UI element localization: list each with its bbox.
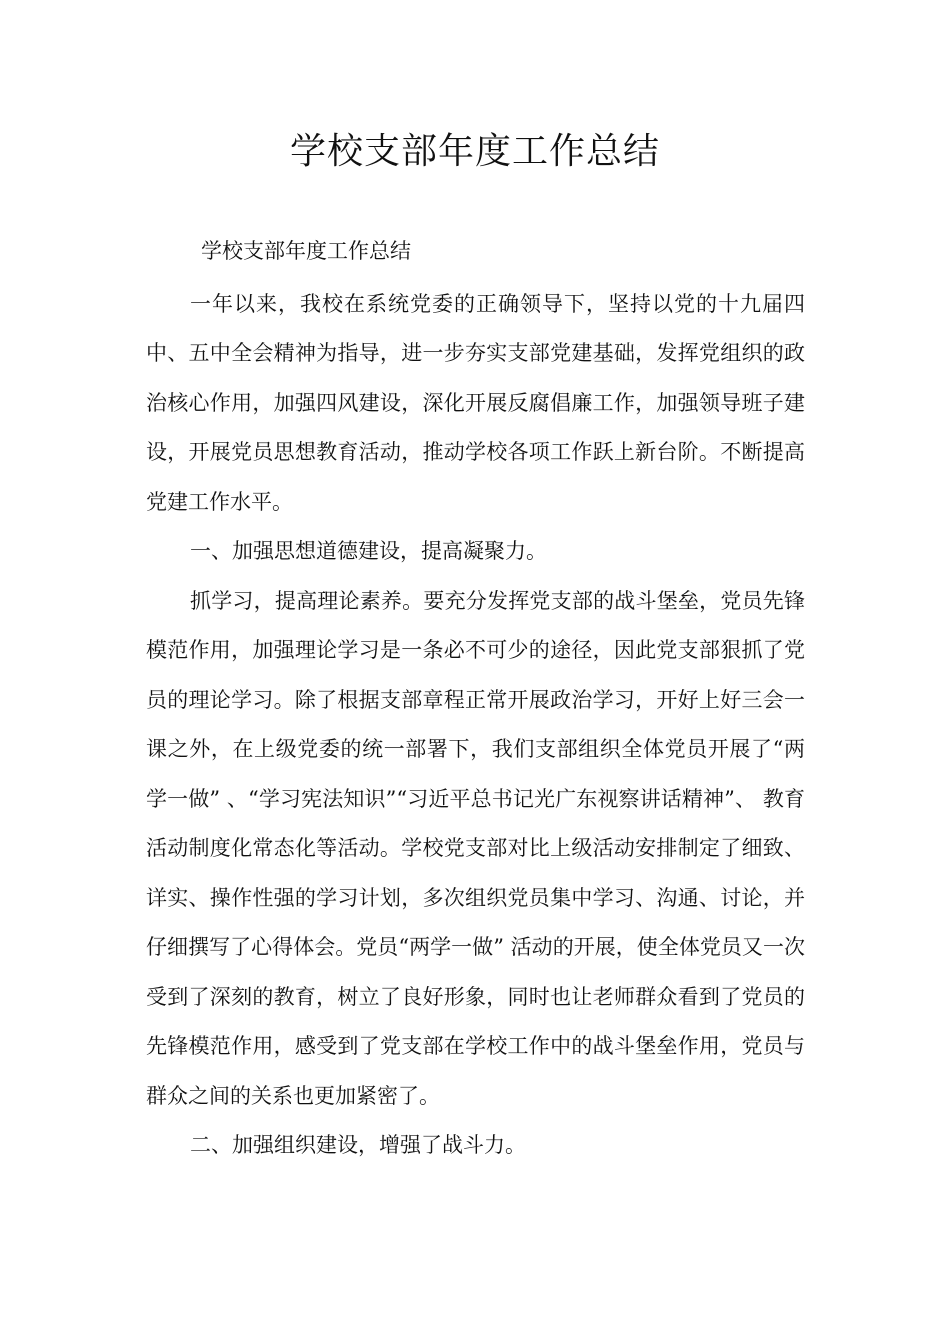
document-title: 学校支部年度工作总结 [289, 131, 660, 172]
section-heading-2: 二、加强组织建设，增强了战斗力。 [190, 1133, 526, 1157]
paragraph-study: 抓学习，提高理论素养。要充分发挥党支部的战斗堡垒，党员先锋模范作用，加强理论学习是一条必不可少的途径，因此党支部狠抓了党员的理论学习。除了根据支部章程正常开展政治学习，开好上好三会一课之外，在上级党委的统一部署下，我们支部组织全体党员开展了“两学一做” 、“学习宪法知识”“习近平总书记光广东视察讲话精神”、 教育活动制度化常态化等活动。学校党支部对比上级活动安排制定了细致、详实、操作性强的学习计划，多次组织党员集中学习、沟通、讨论，并仔细撰写了心得体会。党员“两学一做” 活动的开展，使全体党员又一次受到了深刻的教育，树立了良好形象，同时也让老师群众看到了党员的先锋模范作用，感受到了党支部在学校工作中的战斗堡垒作用，党员与群众之间的关系也更加紧密了。 [146, 588, 805, 1108]
section-heading-1: 一、加强思想道德建设，提高凝聚力。 [190, 539, 547, 563]
paragraph-intro: 一年以来，我校在系统党委的正确领导下，坚持以党的十九届四中、五中全会精神为指导，进一步夯实支部党建基础，发挥党组织的政治核心作用，加强四风建设，深化开展反腐倡廉工作，加强领导班子建设，开展党员思想教育活动，推动学校各项工作跃上新台阶。不断提高党建工作水平。 [146, 291, 805, 514]
document-body [146, 227, 805, 1171]
document-subtitle: 学校支部年度工作总结 [201, 239, 411, 263]
